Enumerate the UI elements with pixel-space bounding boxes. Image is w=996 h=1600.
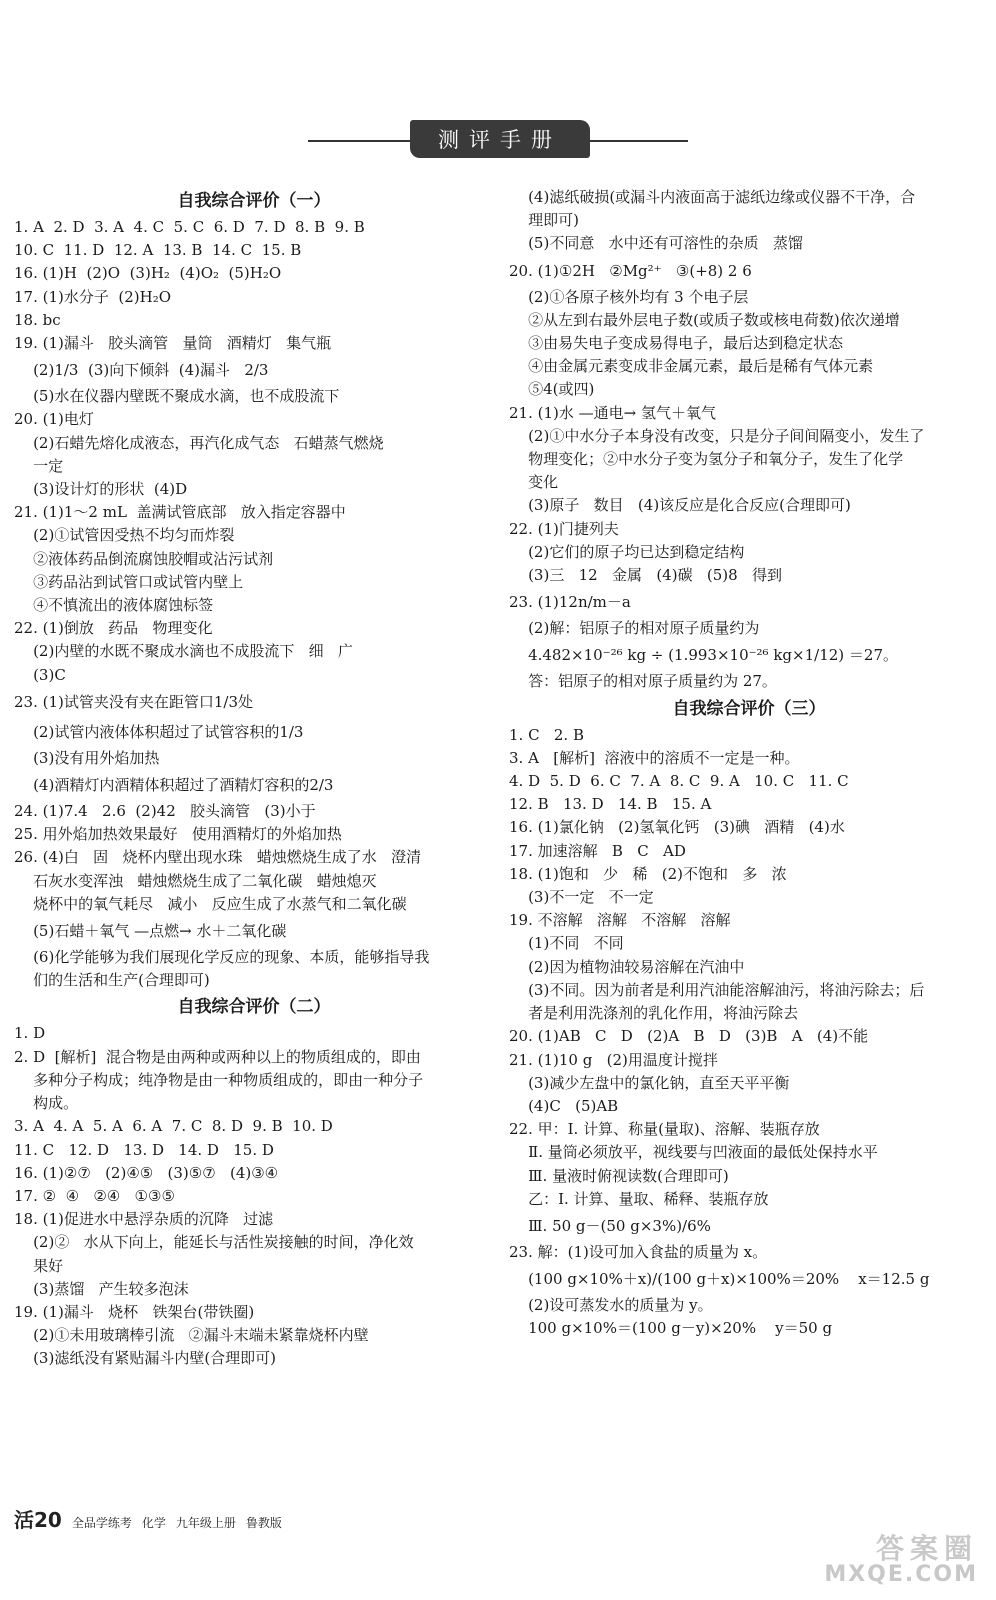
- answer-line: ④不慎流出的液体腐蚀标签: [14, 596, 214, 615]
- answer-line: 者是利用洗涤剂的乳化作用，将油污除去: [509, 1004, 799, 1023]
- answer-line: ⑤4(或四): [509, 380, 595, 399]
- answer-line: 16. (1)氯化钠 (2)氢氧化钙 (3)碘 酒精 (4)水: [509, 818, 845, 837]
- answer-line: (2)①中水分子本身没有改变，只是分子间间隔变小，发生了: [509, 426, 925, 445]
- answer-line: 19. (1)漏斗 烧杯 铁架台(带铁圈): [14, 1302, 255, 1321]
- answer-line: 23. (1)12n/m－a: [509, 593, 631, 612]
- answer-line: 17. ② ④ ②④ ①③⑤: [14, 1186, 175, 1205]
- answer-line: 3. A [解析] 溶液中的溶质不一定是一种。: [509, 748, 800, 767]
- answer-line: (3)设计灯的形状 (4)D: [14, 480, 188, 499]
- answer-line: 2. D [解析] 混合物是由两种或两种以上的物质组成的，即由: [14, 1047, 421, 1066]
- answer-line: 20. (1)电灯: [14, 410, 94, 429]
- answer-line: 1. C 2. B: [509, 725, 584, 744]
- answer-line: 们的生活和生产(合理即可): [14, 971, 210, 990]
- answer-line: 25. 用外焰加热效果最好 使用酒精灯的外焰加热: [14, 825, 342, 844]
- answer-line: 20. (1)AB C D (2)A B D (3)B A (4)不能: [509, 1027, 869, 1046]
- answer-line: Ⅱ. 量筒必须放平，视线要与凹液面的最低处保持水平: [509, 1143, 878, 1162]
- answer-line: 20. (1)①2H ②Mg²⁺ ③(+8) 2 6: [509, 261, 752, 280]
- answer-line: 21. (1)水 —通电→ 氢气＋氧气: [509, 403, 716, 422]
- answer-line: (2)设可蒸发水的质量为 y。: [509, 1296, 713, 1315]
- answer-line: 烧杯中的氧气耗尽 减小 反应生成了水蒸气和二氧化碳: [14, 894, 407, 913]
- answer-line: 19. (1)漏斗 胶头滴管 量筒 酒精灯 集气瓶: [14, 334, 332, 353]
- answer-line: 22. (1)门捷列夫: [509, 519, 619, 538]
- answer-line: 答：铝原子的相对原子质量约为 27。: [509, 672, 777, 691]
- section-banner: 测评手册: [410, 120, 590, 158]
- answer-line: 17. 加速溶解 B C AD: [509, 841, 686, 860]
- answer-line: ③由易失电子变成易得电子，最后达到稳定状态: [509, 334, 844, 353]
- answers-left-column: [14, 186, 494, 1371]
- answer-line: 乙：Ⅰ. 计算、量取、稀释、装瓶存放: [509, 1189, 769, 1208]
- answer-line: (4)酒精灯内酒精体积超过了酒精灯容积的2/3: [14, 776, 334, 795]
- answer-line: 24. (1)7.4 2.6 (2)42 胶头滴管 (3)小于: [14, 802, 316, 821]
- answer-line: (3)三 12 金属 (4)碳 (5)8 得到: [509, 566, 782, 585]
- answer-line: (3)不一定 不一定: [509, 888, 654, 907]
- answer-line: 11. C 12. D 13. D 14. D 15. D: [14, 1140, 274, 1159]
- answer-line: 16. (1)H (2)O (3)H₂ (4)O₂ (5)H₂O: [14, 264, 282, 283]
- answer-line: (2)内壁的水既不聚成水滴也不成股流下 细 广: [14, 642, 353, 661]
- answer-line: 果好: [14, 1256, 64, 1275]
- answers-right-column: [509, 186, 989, 1341]
- answer-line: (2)试管内液体体积超过了试管容积的1/3: [14, 722, 304, 741]
- watermark-text: 答案圈: [875, 1532, 978, 1565]
- answer-line: (3)蒸馏 产生较多泡沫: [14, 1279, 189, 1298]
- answer-line: ②从左到右最外层电子数(或质子数或核电荷数)依次递增: [509, 310, 900, 329]
- answer-line: 4. D 5. D 6. C 7. A 8. C 9. A 10. C 11. C: [509, 772, 849, 791]
- answer-line: ④由金属元素变成非金属元素，最后是稀有气体元素: [509, 357, 874, 376]
- answer-line: (2)①试管因受热不均匀而炸裂: [14, 526, 235, 545]
- answer-line: 22. (1)倒放 药品 物理变化: [14, 619, 213, 638]
- answer-line: (2)①各原子核外均有 3 个电子层: [509, 287, 749, 306]
- answer-line: 石灰水变浑浊 蜡烛燃烧生成了二氧化碳 蜡烛熄灭: [14, 871, 377, 890]
- answer-line: 26. (4)白 固 烧杯内壁出现水珠 蜡烛燃烧生成了水 澄清: [14, 848, 422, 867]
- watermark-logo: [824, 1532, 978, 1588]
- answer-line: 变化: [509, 473, 559, 492]
- answer-line: 19. 不溶解 溶解 不溶解 溶解: [509, 911, 731, 930]
- answer-line: (3)原子 数目 (4)该反应是化合反应(合理即可): [509, 496, 851, 515]
- answer-line: (100 g×10%＋x)/(100 g＋x)×100%＝20% x＝12.5 g: [509, 1270, 930, 1289]
- answer-line: 12. B 13. D 14. B 15. A: [509, 795, 712, 814]
- answer-line: ②液体药品倒流腐蚀胶帽或沾污试剂: [14, 549, 274, 568]
- answer-line: 21. (1)10 g (2)用温度计搅拌: [509, 1050, 718, 1069]
- answer-line: 构成。: [14, 1094, 79, 1113]
- answer-line: 1. A 2. D 3. A 4. C 5. C 6. D 7. D 8. B 9. B: [14, 218, 365, 236]
- section-title: 自我综合评价（一）: [177, 191, 331, 211]
- watermark-url: MXQE.COM: [824, 1562, 978, 1587]
- page-footer: [14, 1504, 282, 1533]
- answer-line: 22. 甲：Ⅰ. 计算、称量(量取)、溶解、装瓶存放: [509, 1120, 820, 1139]
- answer-line: 18. (1)饱和 少 稀 (2)不饱和 多 浓: [509, 864, 787, 883]
- section-title: 自我综合评价（二）: [177, 997, 331, 1018]
- page-number: 活20: [14, 1508, 62, 1532]
- answer-line: (2)1/3 (3)向下倾斜 (4)漏斗 2/3: [14, 361, 269, 380]
- answer-line: (2)因为植物油较易溶解在汽油中: [509, 957, 745, 976]
- answer-line: Ⅲ. 50 g－(50 g×3%)/6%: [509, 1216, 711, 1235]
- answer-line: (2)解：铝原子的相对原子质量约为: [509, 619, 760, 638]
- book-name: 全品学练考: [71, 1516, 132, 1530]
- answer-line: 一定: [14, 456, 64, 475]
- answer-line: 1. D: [14, 1024, 46, 1043]
- answer-line: (6)化学能够为我们展现化学反应的现象、本质，能够指导我: [14, 948, 430, 967]
- answer-line: (2)② 水从下向上，能延长与活性炭接触的时间，净化效: [14, 1233, 414, 1252]
- answer-line: 17. (1)水分子 (2)H₂O: [14, 287, 172, 306]
- answer-line: 21. (1)1～2 mL 盖满试管底部 放入指定容器中: [14, 503, 346, 522]
- section-title: 自我综合评价（三）: [672, 698, 826, 719]
- answer-line: 16. (1)②⑦ (2)④⑤ (3)⑤⑦ (4)③④: [14, 1163, 279, 1182]
- answer-line: 多种分子构成；纯净物是由一种物质组成的，即由一种分子: [14, 1070, 424, 1089]
- answer-line: 3. A 4. A 5. A 6. A 7. C 8. D 9. B 10. D: [14, 1117, 333, 1136]
- answer-line: (3)减少左盘中的氯化钠，直至天平平衡: [509, 1073, 790, 1092]
- edition: 鲁教版: [245, 1516, 282, 1530]
- answer-line: ③药品沾到试管口或试管内壁上: [14, 572, 244, 591]
- answer-line: (2)①未用玻璃棒引流 ②漏斗末端未紧靠烧杯内壁: [14, 1326, 369, 1345]
- answer-line: (5)不同意 水中还有可溶性的杂质 蒸馏: [509, 234, 803, 253]
- answer-line: (3)C: [14, 665, 66, 684]
- answer-line: (2)它们的原子均已达到稳定结构: [509, 542, 745, 561]
- answer-line: 23. 解：(1)设可加入食盐的质量为 x。: [509, 1242, 768, 1261]
- answer-line: 100 g×10%＝(100 g－y)×20% y＝50 g: [509, 1319, 833, 1338]
- answer-line: Ⅲ. 量液时俯视读数(合理即可): [509, 1166, 729, 1185]
- answer-line: 18. bc: [14, 310, 61, 329]
- answer-line: (3)不同。因为前者是利用汽油能溶解油污，将油污除去；后: [509, 980, 925, 999]
- answer-line: 18. (1)促进水中悬浮杂质的沉降 过滤: [14, 1210, 274, 1229]
- answer-line: 4.482×10⁻²⁶ kg ÷ (1.993×10⁻²⁶ kg×1/12) ＝27。: [509, 646, 898, 665]
- answer-line: 物理变化；②中水分子变为氢分子和氧分子，发生了化学: [509, 450, 904, 469]
- answer-line: (5)水在仪器内壁既不聚成水滴，也不成股流下: [14, 387, 340, 406]
- answer-line: (2)石蜡先熔化成液态，再汽化成气态 石蜡蒸气燃烧: [14, 433, 384, 452]
- answer-line: (5)石蜡＋氧气 —点燃→ 水＋二氧化碳: [14, 922, 287, 941]
- answer-line: 23. (1)试管夹没有夹在距管口1/3处: [14, 692, 254, 711]
- answer-line: 理即可): [509, 211, 579, 230]
- answer-line: (1)不同 不同: [509, 934, 624, 953]
- grade: 九年级上册: [175, 1516, 236, 1530]
- answer-line: (4)C (5)AB: [509, 1096, 619, 1115]
- subject: 化学: [141, 1516, 166, 1530]
- answer-line: (3)没有用外焰加热: [14, 748, 160, 767]
- answer-line: 10. C 11. D 12. A 13. B 14. C 15. B: [14, 241, 302, 260]
- answer-line: (4)滤纸破损(或漏斗内液面高于滤纸边缘或仪器不干净，合: [509, 188, 916, 206]
- answer-line: (3)滤纸没有紧贴漏斗内壁(合理即可): [14, 1349, 277, 1368]
